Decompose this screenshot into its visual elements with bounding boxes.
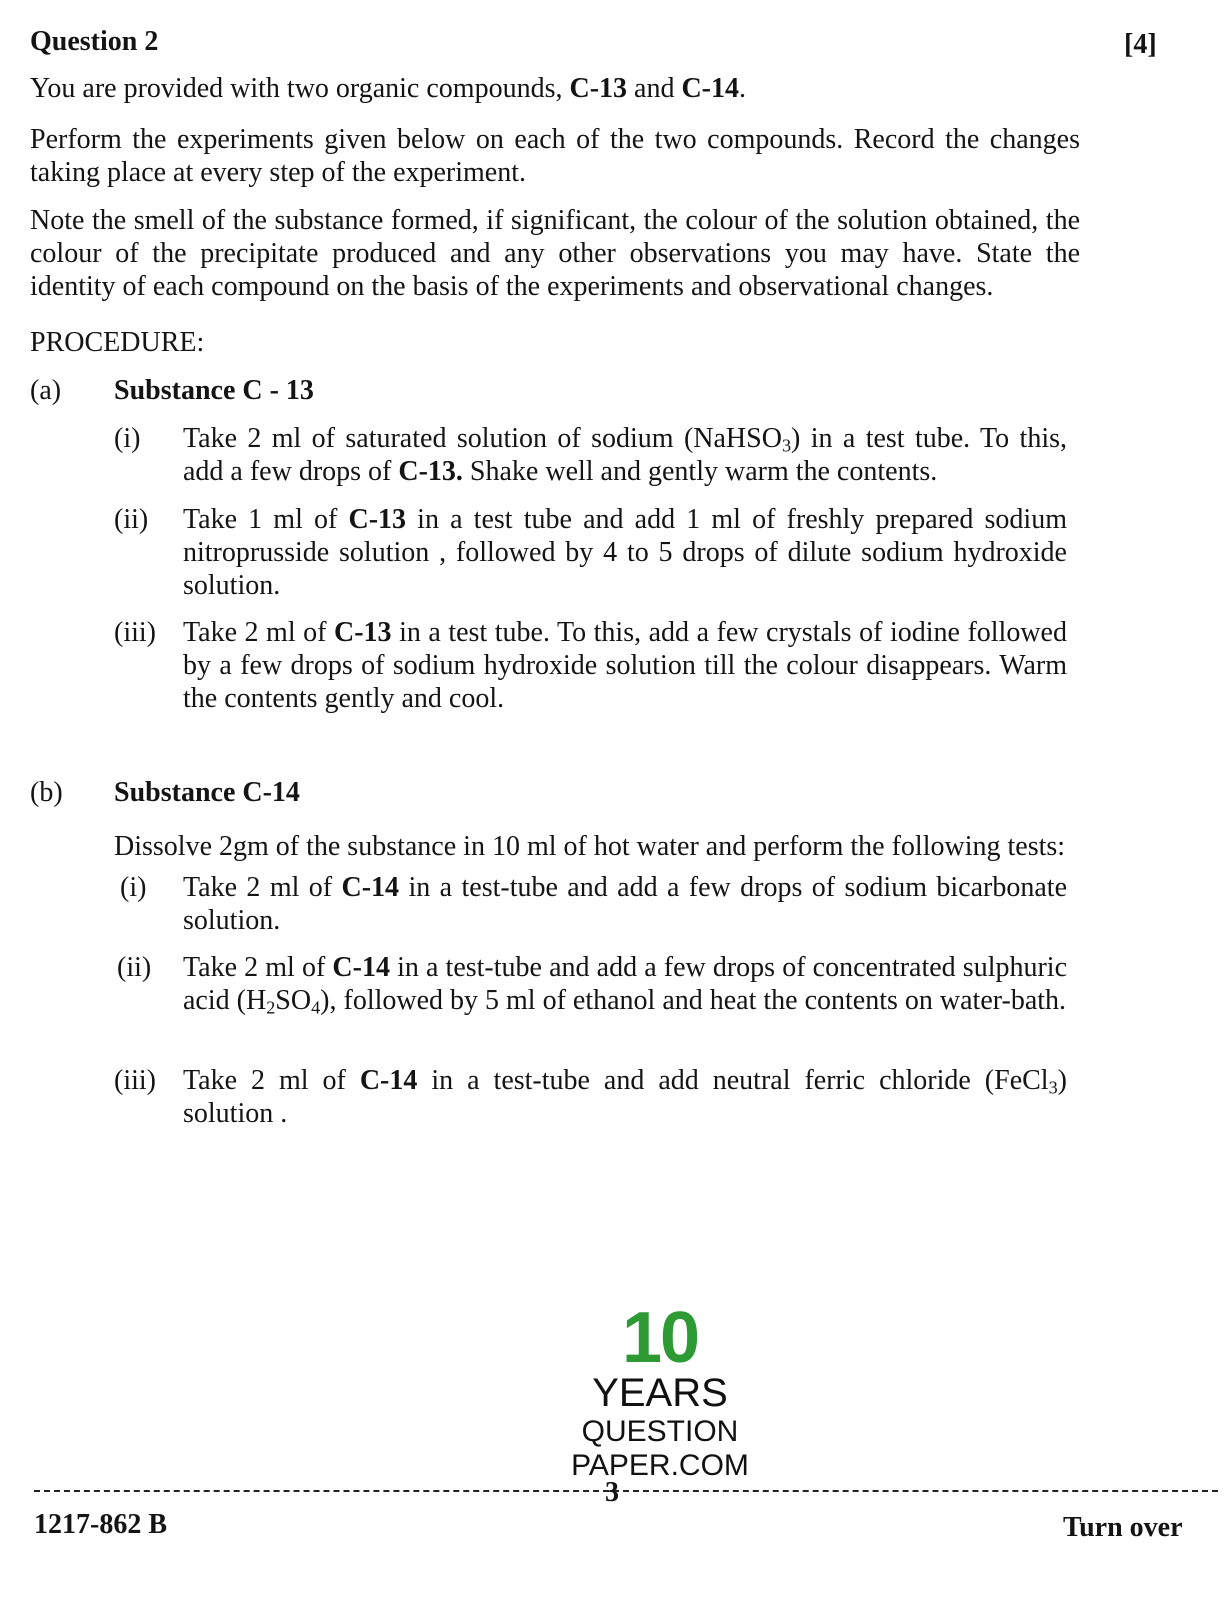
item-text <box>183 422 1067 488</box>
text-run: ) in a test tube. To this, add a few drops of <box>183 423 1068 487</box>
part-b-intro: Dissolve 2gm of the substance in 10 ml of hot water and perform the following tests: <box>114 831 1066 862</box>
item-label: (i) <box>120 872 147 903</box>
text-run: ) solution . <box>183 1065 1067 1129</box>
instruction-paragraph-1: Perform the experiments given below on each of the two compounds. Record the changes taking place at every step of the experiment. <box>30 124 1080 188</box>
subscript: 3 <box>781 435 792 456</box>
procedure-heading: PROCEDURE: <box>30 327 205 358</box>
intro-line <box>30 72 746 105</box>
subscript: 2 <box>266 997 276 1018</box>
text-run: in a test tube. To this, add a few crystals of iodine followed by a few drops of sodium hydroxide solution till the colour disappears. Warm the contents gently and cool. <box>183 617 1067 714</box>
text-run: Take 1 ml of <box>183 504 349 535</box>
instruction-paragraph-2: Note the smell of the substance formed, if significant, the colour of the solution obtained, the colour of the precipitate produced and any other observations you may have. State the identity of each compound on the basis of the experiments and observational changes. <box>30 205 1080 302</box>
item-label: (ii) <box>114 504 149 535</box>
text-run: SO <box>275 985 312 1016</box>
text-run: Take 2 ml of saturated solution of sodium (NaHSO <box>183 423 782 454</box>
item-label: (iii) <box>114 1065 156 1096</box>
page-number: 3 <box>605 1477 619 1508</box>
compound-ref: C-14 <box>341 872 400 903</box>
item-label: (iii) <box>114 617 156 648</box>
text-run: Shake well and gently warm the contents. <box>462 456 938 487</box>
watermark-logo <box>500 1298 820 1483</box>
part-a-heading: Substance C - 13 <box>114 375 314 406</box>
intro-text-mid: and <box>627 73 682 104</box>
part-a-label: (a) <box>30 375 62 406</box>
watermark-number: 10 <box>621 1298 699 1378</box>
item-text <box>183 1064 1067 1130</box>
item-text <box>183 871 1067 937</box>
compound-ref: C-13 <box>334 617 392 648</box>
item-text <box>183 616 1067 715</box>
text-run: in a test-tube and add a few drops of sodium bicarbonate solution. <box>183 872 1067 936</box>
text-run: Take 2 ml of <box>183 1065 360 1096</box>
text-run: in a test tube and add 1 ml of freshly prepared sodium nitroprusside solution , followed by 4 to 5 drops of dilute sodium hydroxide solution. <box>183 504 1067 601</box>
item-text <box>183 951 1067 1017</box>
item-label: (ii) <box>117 952 152 983</box>
compound-ref: C-13 <box>348 504 407 535</box>
part-b-label: (b) <box>30 777 63 808</box>
subscript: 4 <box>311 997 321 1018</box>
item-label: (i) <box>114 423 141 454</box>
compound-ref: C-14 <box>332 952 390 983</box>
compound-ref: C-14 <box>359 1065 418 1096</box>
marks-badge: [4] <box>1124 29 1157 60</box>
text-run: Take 2 ml of <box>183 952 333 983</box>
paper-code: 1217-862 B <box>34 1509 167 1540</box>
intro-text-pre: You are provided with two organic compounds, <box>30 73 570 104</box>
compound-ref: C-13. <box>398 456 463 487</box>
turn-over-label: Turn over <box>1063 1512 1183 1543</box>
subscript: 3 <box>1048 1077 1058 1098</box>
compound-c14: C-14 <box>681 73 739 104</box>
text-run: in a test-tube and add a few drops of concentrated sulphuric acid (H <box>183 952 1068 1016</box>
part-b-heading: Substance C-14 <box>114 777 300 808</box>
text-run: Take 2 ml of <box>183 872 342 903</box>
text-run: in a test-tube and add neutral ferric chloride (FeCl <box>417 1065 1049 1096</box>
intro-text-post: . <box>739 73 746 104</box>
question-title: Question 2 <box>30 26 159 57</box>
watermark-site: QUESTION PAPER.COM <box>571 1415 749 1482</box>
text-run: ), followed by 5 ml of ethanol and heat the contents on water-bath. <box>320 985 1067 1016</box>
footer-divider <box>34 1490 1218 1492</box>
compound-c13: C-13 <box>569 73 628 104</box>
watermark-years: YEARS <box>592 1371 728 1415</box>
item-text <box>183 503 1067 602</box>
text-run: Take 2 ml of <box>183 617 334 648</box>
